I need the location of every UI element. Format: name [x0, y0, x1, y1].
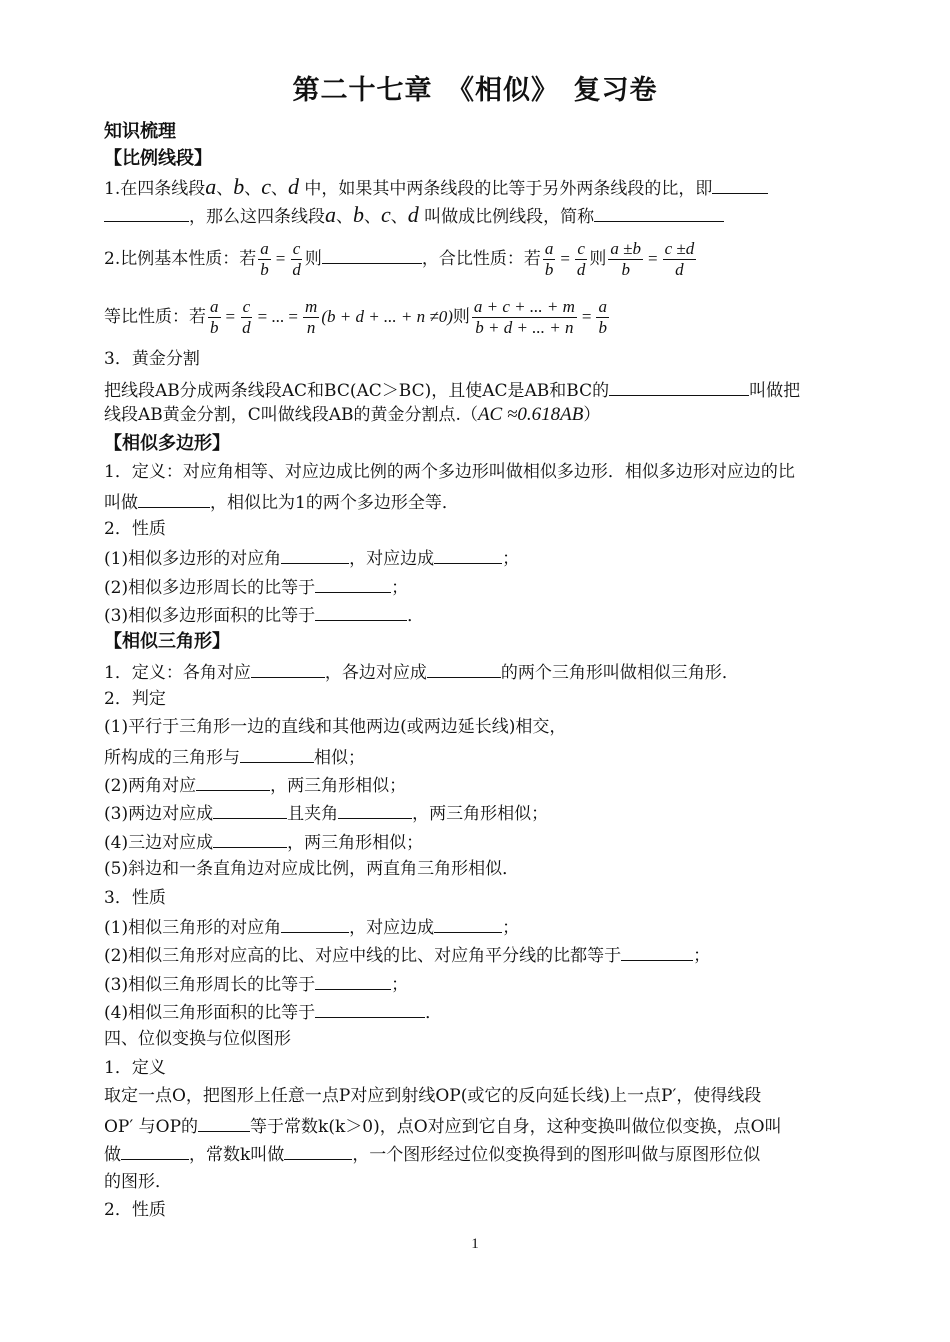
text: ； [502, 549, 520, 569]
numerator: c ±d [664, 239, 695, 258]
sep: 、 [390, 207, 408, 227]
answer-blank[interactable] [609, 377, 749, 396]
answer-blank[interactable] [322, 245, 422, 264]
text: (4)相似三角形面积的比等于 [104, 1003, 316, 1023]
text-line: 3．黄金分割 [104, 349, 200, 369]
text: (2)相似多边形周长的比等于 [104, 578, 316, 598]
answer-blank[interactable] [315, 999, 425, 1018]
fraction [575, 239, 588, 280]
text-line [104, 829, 849, 855]
answer-blank[interactable] [213, 800, 287, 819]
text-line [104, 772, 849, 798]
text: 把线段AB分成两条线段AC和BC(AC＞BC)，且使AC是AB和BC的 [104, 381, 610, 401]
numerator: c [577, 239, 585, 258]
text-line [104, 800, 849, 826]
text-line: 2．性质 [104, 519, 166, 539]
fraction [472, 297, 577, 338]
equals-sign: = [581, 307, 592, 326]
numerator: a [260, 239, 269, 258]
answer-blank[interactable] [338, 800, 412, 819]
text: ，对应边成 [349, 918, 435, 938]
answer-blank[interactable] [121, 1141, 189, 1160]
text: (3)两边对应成 [104, 804, 214, 824]
text-line [104, 744, 849, 770]
text-line [104, 294, 849, 340]
text: ； [391, 975, 409, 995]
denominator: b [210, 318, 219, 337]
denominator: d [576, 260, 586, 279]
numerator: m [305, 297, 318, 316]
var-a: a [325, 202, 336, 227]
text: 则 [304, 249, 322, 269]
equals-sign: = [648, 249, 658, 268]
text-line: (5)斜边和一条直角边对应成比例，两直角三角形相似． [104, 859, 520, 879]
sep: 、 [244, 179, 262, 199]
golden-ratio-formula: AC ≈0.618AB [477, 404, 584, 425]
answer-blank[interactable] [434, 545, 502, 564]
text-line [104, 659, 849, 685]
text: ，两三角形相似； [287, 833, 424, 853]
page-number: 1 [471, 1236, 479, 1252]
text-line: 取定一点O，把图形上任意一点P对应到射线OP(或它的反向延长线)上一点P′，使得线段 [104, 1086, 762, 1106]
ellipsis-equals: = ... = [257, 307, 299, 326]
text: 则 [589, 249, 607, 269]
text: ，一个图形经过位似变换得到的图形叫做与原图形位似 [352, 1145, 761, 1165]
denominator: b [544, 260, 554, 279]
text-line [104, 999, 849, 1025]
answer-blank[interactable] [621, 942, 693, 961]
var-b: b [233, 174, 245, 199]
answer-blank[interactable] [315, 971, 391, 990]
denominator: b [598, 318, 607, 337]
text: ； [502, 918, 520, 938]
fraction [543, 239, 556, 280]
text: 2.比例基本性质：若 [104, 249, 257, 269]
text: ，相似比为1的两个多边形全等． [210, 493, 459, 513]
text-line [104, 175, 849, 201]
text-line: 1．定义 [104, 1058, 166, 1078]
text: ． [425, 1003, 443, 1023]
var-c: c [261, 174, 271, 199]
knowledge-heading: 知识梳理 [104, 121, 176, 142]
numerator: a + c + ... + m [473, 297, 575, 316]
fraction [608, 239, 643, 280]
text: 中，如果其中两条线段的比等于另外两条线段的比，即 [304, 179, 713, 199]
var-b: b [353, 202, 364, 227]
section-heading-similar-polygons: 【相似多边形】 [104, 433, 230, 454]
text-line: (1)平行于三角形一边的直线和其他两边(或两边延长线)相交， [104, 717, 567, 737]
text-line [104, 574, 849, 600]
sep: 、 [216, 179, 234, 199]
text: 做 [104, 1145, 121, 1165]
text-line [104, 377, 849, 403]
text: (2)两角对应 [104, 776, 197, 796]
text-line: 3．性质 [104, 888, 166, 908]
equals-sign: = [225, 307, 236, 326]
answer-blank[interactable] [196, 772, 270, 791]
text-line: 2．性质 [104, 1200, 166, 1220]
text: ； [391, 578, 409, 598]
equals-sign: = [275, 249, 286, 268]
text: (3)相似三角形周长的比等于 [104, 975, 316, 995]
numerator: a [598, 297, 607, 316]
answer-blank[interactable] [138, 489, 210, 508]
text: ，两三角形相似； [412, 804, 549, 824]
numerator: c [242, 297, 251, 316]
text: ，常数k叫做 [189, 1145, 285, 1165]
fraction [208, 297, 221, 338]
text: 等于常数k(k＞0)，点O对应到它自身，这种变换叫做位似变换，点O叫 [250, 1117, 782, 1137]
text: 等比性质：若 [104, 307, 206, 327]
text-line [104, 914, 849, 940]
section-heading-proportional-segments: 【比例线段】 [104, 148, 212, 169]
fraction [596, 297, 609, 338]
text-line: 1．定义：对应角相等、对应边成比例的两个多边形叫做相似多边形．相似多边形对应边的比 [104, 462, 795, 482]
text: ； [693, 946, 711, 966]
text: 且夹角 [287, 804, 339, 824]
text: 所构成的三角形与 [104, 748, 240, 768]
equals-sign: = [560, 249, 570, 268]
sep: 、 [336, 207, 353, 227]
answer-blank[interactable] [251, 659, 325, 678]
fraction [290, 239, 303, 280]
text: 叫做成比例线段，简称 [424, 207, 595, 227]
text-line [104, 942, 849, 968]
text: ，两三角形相似； [270, 776, 407, 796]
answer-blank[interactable] [240, 744, 314, 763]
numerator: a [544, 239, 554, 258]
denominator: d [242, 318, 251, 337]
section-heading-similar-triangles: 【相似三角形】 [104, 631, 230, 652]
answer-blank[interactable] [281, 914, 349, 933]
denominator: b [260, 260, 269, 279]
text: 叫做把 [749, 381, 801, 401]
section-heading-homothety: 四、位似变换与位似图形 [104, 1029, 291, 1049]
answer-blank[interactable] [281, 545, 349, 564]
fraction [303, 297, 319, 338]
var-d: d [288, 174, 299, 199]
text: 则 [452, 307, 470, 327]
text: ） [583, 405, 601, 425]
answer-blank[interactable] [315, 574, 391, 593]
answer-blank[interactable] [594, 203, 724, 222]
denominator: b [621, 260, 630, 279]
numerator: a ±b [610, 239, 642, 258]
sep: 、 [271, 179, 288, 199]
text-line [104, 403, 849, 427]
text: OP′ 与OP的 [104, 1117, 199, 1137]
text-line: 的图形． [104, 1172, 172, 1192]
answer-blank[interactable] [284, 1141, 352, 1160]
text: 叫做 [104, 493, 138, 513]
condition: (b + d + ... + n ≠0) [321, 307, 453, 326]
text: ． [407, 606, 425, 626]
answer-blank[interactable] [213, 829, 287, 848]
answer-blank[interactable] [712, 175, 768, 194]
text: (4)三边对应成 [104, 833, 214, 853]
text-line: 2．判定 [104, 689, 166, 709]
text: ，对应边成 [349, 549, 435, 569]
answer-blank[interactable] [427, 659, 501, 678]
fraction [663, 239, 697, 280]
text-line [104, 236, 849, 282]
answer-blank[interactable] [434, 914, 502, 933]
text: 线段AB黄金分割，C叫做线段AB的黄金分割点.（ [104, 405, 478, 425]
text: (2)相似三角形对应高的比、对应中线的比、对应角平分线的比都等于 [104, 946, 622, 966]
fraction [258, 239, 271, 280]
var-a: a [205, 174, 217, 199]
text-line [104, 489, 849, 515]
answer-blank[interactable] [104, 203, 189, 222]
text: 1.在四条线段 [104, 179, 206, 199]
denominator: b + d + ... + n [475, 318, 574, 337]
text: (1)相似三角形的对应角 [104, 918, 282, 938]
fraction [240, 297, 253, 338]
text: (1)相似多边形的对应角 [104, 549, 282, 569]
answer-blank[interactable] [198, 1113, 250, 1132]
page-title: 第二十七章 《相似》 复习卷 [292, 75, 658, 106]
numerator: c [292, 239, 301, 258]
text: ，那么这四条线段 [189, 207, 325, 227]
text-line [104, 545, 849, 571]
numerator: a [210, 297, 219, 316]
text: ，各边对应成 [324, 663, 427, 683]
answer-blank[interactable] [315, 602, 407, 621]
var-d: d [407, 202, 419, 227]
text: 1．定义：各角对应 [104, 663, 251, 683]
text-line [104, 1113, 849, 1139]
var-c: c [381, 202, 391, 227]
denominator: d [675, 260, 684, 279]
sep: 、 [364, 207, 381, 227]
text: (3)相似多边形面积的比等于 [104, 606, 316, 626]
denominator: n [306, 318, 316, 337]
text: ，合比性质：若 [421, 249, 541, 269]
text-line [104, 1141, 849, 1167]
text-line [104, 203, 849, 229]
text-line [104, 602, 849, 628]
text: 的两个三角形叫做相似三角形． [500, 663, 739, 683]
denominator: d [292, 260, 301, 279]
text: 相似； [314, 748, 365, 768]
text-line [104, 971, 849, 997]
